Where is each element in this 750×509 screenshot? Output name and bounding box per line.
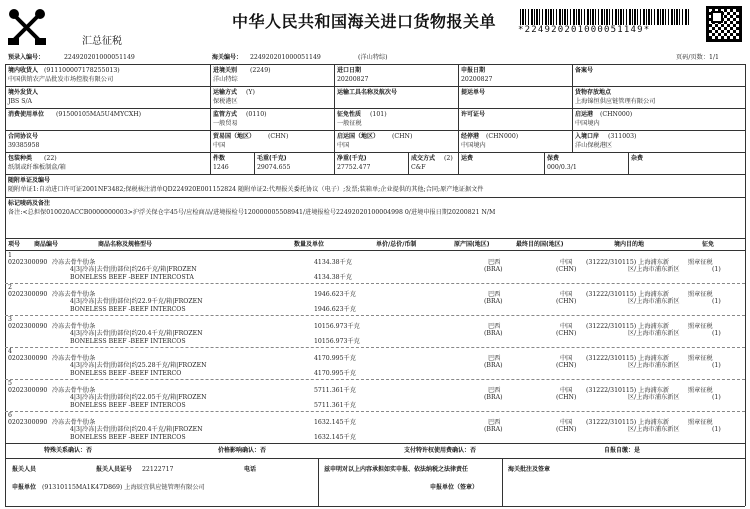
col-domestic: 境内目的地 xyxy=(614,241,645,248)
goods-dest-code: (CHN) xyxy=(556,266,577,273)
entry-port-label: 入境口岸 xyxy=(575,133,600,140)
goods-name: 冷冻去骨牛肋条 xyxy=(52,355,96,362)
col-price: 单价/总价/币制 xyxy=(376,241,417,248)
goods-levy: 照章征税 xyxy=(688,419,713,426)
license-label: 许可证号 xyxy=(461,111,486,118)
transit: 中国境内 xyxy=(461,142,486,149)
customs-number: 224920201000051149 xyxy=(250,54,321,61)
customs-note-label: 海关批注及签章 xyxy=(508,466,551,473)
shipper-label: 境外发货人 xyxy=(8,89,39,96)
bill-label: 提运单号 xyxy=(461,89,486,96)
packing-label: 包装种类 xyxy=(8,155,33,162)
barcode-text: *224920201000051149* xyxy=(518,25,651,35)
misc-label: 杂费 xyxy=(631,155,644,162)
trade-country-code: (CHN) xyxy=(268,133,289,140)
transport-code: (Y) xyxy=(246,89,255,96)
transport-label: 运输方式 xyxy=(213,89,238,96)
consignee-name: 中国供销农产品批发市场控股有限公司 xyxy=(8,76,114,83)
customs-no-label: 海关编号： xyxy=(212,54,243,61)
qr-code xyxy=(706,6,742,42)
goods-levy-code: (1) xyxy=(712,298,721,305)
goods-levy-code: (1) xyxy=(712,362,721,369)
net-label: 净重(千克) xyxy=(337,155,367,162)
goods-dest-code: (CHN) xyxy=(556,426,577,433)
consignee-code: (91110000717825501З) xyxy=(44,67,120,74)
levy: 一般征税 xyxy=(337,120,362,127)
levy-label: 征免性质 xyxy=(337,111,362,118)
declare-date: 20200827 xyxy=(461,76,493,83)
goods-origin: 巴西 xyxy=(488,355,501,362)
goods-levy-code: (1) xyxy=(712,330,721,337)
goods-dest: 中国 xyxy=(560,419,573,426)
preentry-label: 预录入编号： xyxy=(8,54,45,61)
royalty-confirm: 支付特许权使用费确认：否 xyxy=(404,447,477,454)
pieces: 1246 xyxy=(213,164,229,171)
goods-spec-en: BONELESS BEEF -BEEF INTERCOS xyxy=(70,402,186,409)
transit-code: (CHN000) xyxy=(486,133,519,140)
goods-spec: 4|3|冷冻|去骨|肋部位|约25.28千克/箱|FROZEN xyxy=(70,362,207,369)
goods-domestic-2: 区/上海市浦东新区 xyxy=(628,330,680,337)
price-influence: 价格影响确认：否 xyxy=(218,447,267,454)
goods-name: 冷冻去骨牛肋条 xyxy=(52,387,96,394)
gross: 29074.655 xyxy=(257,164,291,171)
goods-domestic: (31222/310115) 上海浦东新 xyxy=(586,419,670,426)
goods-spec: 4|3|冷冻|去骨|肋部位|约20.4千克/箱|FROZEN xyxy=(70,426,203,433)
contract-label: 合同协议号 xyxy=(8,133,39,140)
goods-name: 冷冻去骨牛肋条 xyxy=(52,291,96,298)
shipper: JBS S/A xyxy=(8,98,33,105)
vehicle-label: 运输工具名称及航次号 xyxy=(337,89,398,96)
goods-qty: 10156.973千克 xyxy=(314,323,360,330)
remarks-label: 标记唛码及备注 xyxy=(8,200,51,207)
goods-levy: 照章征税 xyxy=(688,291,713,298)
goods-qty-legal: 10156.973千克 xyxy=(314,338,360,345)
goods-domestic: (31222/310115) 上海浦东新 xyxy=(586,387,670,394)
net: 27752.477 xyxy=(337,164,371,171)
goods-item-no: 2 xyxy=(8,284,12,291)
unit: (91310115MA1K47D869) 上海辰宜供应链管理有限公司 xyxy=(42,484,205,491)
goods-code: 0202300090 xyxy=(8,323,48,330)
supervision-code: (0110) xyxy=(246,111,267,118)
goods-levy: 照章征税 xyxy=(688,355,713,362)
col-no: 项号 xyxy=(8,241,21,248)
col-levy: 征免 xyxy=(702,241,715,248)
goods-dest: 中国 xyxy=(560,387,573,394)
goods-spec: 4|3|冷冻|去骨|肋部位|约22.9千克/箱|FROZEN xyxy=(70,298,203,305)
goods-dest-code: (CHN) xyxy=(556,394,577,401)
goods-domestic-2: 区/上海市浦东新区 xyxy=(628,266,680,273)
origin-place-code: (CHN000) xyxy=(600,111,633,118)
goods-origin-code: (BRA) xyxy=(484,266,503,273)
goods-domestic-2: 区/上海市浦东新区 xyxy=(628,362,680,369)
declare-date-label: 申报日期 xyxy=(461,67,486,74)
goods-dest: 中国 xyxy=(560,259,573,266)
storage: 上海锦恒供应链管理有限公司 xyxy=(575,98,656,105)
goods-qty-legal: 4170.995千克 xyxy=(314,370,356,377)
goods-levy-code: (1) xyxy=(712,426,721,433)
goods-origin-code: (BRA) xyxy=(484,298,503,305)
deal: C&F xyxy=(411,164,426,171)
goods-code: 0202300090 xyxy=(8,291,48,298)
levy-code: (101) xyxy=(370,111,387,118)
subtitle: 汇总征税 xyxy=(82,36,122,47)
storage-label: 货物存放地点 xyxy=(575,89,612,96)
goods-dest: 中国 xyxy=(560,323,573,330)
entry-customs-name: 洋山特综 xyxy=(213,76,238,83)
goods-qty: 4134.38千克 xyxy=(314,259,352,266)
entry-customs-label: 进境关别 xyxy=(213,67,238,74)
packing: 纸制或纤维板制盒/箱 xyxy=(8,164,66,171)
statement: 兹申明对以上内容承担如实申报、依法纳税之法律责任 xyxy=(324,466,469,473)
goods-qty-legal: 1632.145千克 xyxy=(314,434,356,441)
docs-text: 随附单证1:自动进口许可证2001NF3482;保税核注清单QD224920E001152824 随附单证2:代理报关委托协议（电子）;发票;装箱单;企业提供的其他;合同;原产地证据文件 xyxy=(8,186,484,193)
goods-spec-en: BONELESS BEEF -BEEF INTERCO xyxy=(70,370,182,377)
goods-name: 冷冻去骨牛肋条 xyxy=(52,323,96,330)
deal-code: (2) xyxy=(444,155,453,162)
depart-country-code: (CHN) xyxy=(392,133,413,140)
import-date: 20200827 xyxy=(337,76,369,83)
goods-origin: 巴西 xyxy=(488,291,501,298)
remarks-text: 备注:<总担保010020ACCB0000000003>沪浮关保仓字45号/应检商品/进境报检号120000005508941/进境报检号22492020100004998 0/进境申报日期20200821 N/M xyxy=(8,209,496,216)
goods-origin: 巴西 xyxy=(488,387,501,394)
user-code: (91500105MA5U4MYCXH) xyxy=(56,111,142,118)
self-pay: 自报自缴：是 xyxy=(604,447,641,454)
goods-spec-en: BONELESS BEEF -BEEF INTERCOSTA xyxy=(70,274,194,281)
pieces-label: 件数 xyxy=(213,155,226,162)
goods-spec-en: BONELESS BEEF -BEEF INTERCOS xyxy=(70,338,186,345)
goods-qty: 1946.623千克 xyxy=(314,291,356,298)
col-origin: 原产国(地区) xyxy=(454,241,490,248)
col-dest: 最终目的国(地区) xyxy=(516,241,564,248)
transport: 保税港区 xyxy=(213,98,238,105)
goods-dest: 中国 xyxy=(560,355,573,362)
preentry-number: 224920201000051149 xyxy=(64,54,135,61)
unit-label: 申报单位 xyxy=(12,484,37,491)
goods-levy: 照章征税 xyxy=(688,259,713,266)
origin-place-label: 启运港 xyxy=(575,111,594,118)
goods-qty: 1632.145千克 xyxy=(314,419,356,426)
goods-origin: 巴西 xyxy=(488,259,501,266)
goods-spec: 4|3|冷冻|去骨|肋部位|约26千克/箱|FROZEN xyxy=(70,266,197,273)
origin-place: 中国境内 xyxy=(575,120,600,127)
col-name: 商品名称及规格型号 xyxy=(98,241,153,248)
supervision-label: 监管方式 xyxy=(213,111,238,118)
goods-levy-code: (1) xyxy=(712,266,721,273)
goods-spec-en: BONELESS BEEF -BEEF INTERCOS xyxy=(70,306,186,313)
goods-levy: 照章征税 xyxy=(688,323,713,330)
goods-dest: 中国 xyxy=(560,291,573,298)
goods-code: 0202300090 xyxy=(8,419,48,426)
goods-item-no: 4 xyxy=(8,348,12,355)
barcode xyxy=(520,9,690,25)
goods-domestic-2: 区/上海市浦东新区 xyxy=(628,298,680,305)
entry-port: 洋山保税港区 xyxy=(575,142,613,149)
goods-origin-code: (BRA) xyxy=(484,394,503,401)
trade-country: 中国 xyxy=(213,142,226,149)
deal-label: 成交方式 xyxy=(411,155,436,162)
entry-customs-code: (2249) xyxy=(250,67,271,74)
goods-levy-code: (1) xyxy=(712,394,721,401)
gross-label: 毛重(千克) xyxy=(257,155,287,162)
goods-code: 0202300090 xyxy=(8,259,48,266)
depart-country-label: 启运国（地区） xyxy=(337,133,380,140)
goods-origin: 巴西 xyxy=(488,323,501,330)
goods-name: 冷冻去骨牛肋条 xyxy=(52,419,96,426)
goods-domestic-2: 区/上海市浦东新区 xyxy=(628,426,680,433)
goods-dest-code: (CHN) xyxy=(556,298,577,305)
user-label: 消费使用单位 xyxy=(8,111,45,118)
goods-domestic: (31222/310115) 上海浦东新 xyxy=(586,291,670,298)
goods-qty-legal: 4134.38千克 xyxy=(314,274,352,281)
packing-code: (22) xyxy=(44,155,57,162)
special-relation: 特殊关系确认：否 xyxy=(44,447,93,454)
consignee-label: 境内收货人 xyxy=(8,67,39,74)
goods-levy: 照章征税 xyxy=(688,387,713,394)
goods-dest-code: (CHN) xyxy=(556,330,577,337)
goods-origin: 巴西 xyxy=(488,419,501,426)
goods-code: 0202300090 xyxy=(8,355,48,362)
seal-label: 申报单位（签章） xyxy=(430,484,479,491)
declarant-label: 报关人员 xyxy=(12,466,37,473)
insurance-label: 保费 xyxy=(547,155,560,162)
goods-qty: 4170.995千克 xyxy=(314,355,356,362)
goods-qty: 5711.361千克 xyxy=(314,387,356,394)
goods-item-no: 1 xyxy=(8,252,12,259)
goods-item-no: 3 xyxy=(8,316,12,323)
goods-item-no: 6 xyxy=(8,412,12,419)
col-code: 商品编号 xyxy=(34,241,59,248)
goods-origin-code: (BRA) xyxy=(484,362,503,369)
goods-name: 冷冻去骨牛肋条 xyxy=(52,259,96,266)
declarant-cert-label: 报关人员证号 xyxy=(96,466,133,473)
phone-label: 电话 xyxy=(244,466,257,473)
goods-domestic-2: 区/上海市浦东新区 xyxy=(628,394,680,401)
contract: 39385958 xyxy=(8,142,40,149)
goods-origin-code: (BRA) xyxy=(484,426,503,433)
docs-label: 随附单证及编号 xyxy=(8,177,51,184)
record-no-label: 备案号 xyxy=(575,67,594,74)
goods-domestic: (31222/310115) 上海浦东新 xyxy=(586,355,670,362)
tools-logo xyxy=(6,6,48,48)
col-qty: 数量及单位 xyxy=(294,241,325,248)
customs-port: (洋山特综) xyxy=(358,54,388,61)
goods-code: 0202300090 xyxy=(8,387,48,394)
entry-port-code: (311003) xyxy=(608,133,637,140)
goods-dest-code: (CHN) xyxy=(556,362,577,369)
freight-label: 运费 xyxy=(461,155,474,162)
goods-origin-code: (BRA) xyxy=(484,330,503,337)
goods-domestic: (31222/310115) 上海浦东新 xyxy=(586,259,670,266)
import-date-label: 进口日期 xyxy=(337,67,362,74)
insurance: 000/0.3/1 xyxy=(547,164,577,171)
goods-qty-legal: 1946.623千克 xyxy=(314,306,356,313)
depart-country: 中国 xyxy=(337,142,350,149)
transit-label: 经停港 xyxy=(461,133,480,140)
page-info: 页码/页数：1/1 xyxy=(676,54,719,61)
page-title: 中华人民共和国海关进口货物报关单 xyxy=(232,12,497,31)
declarant-cert: 22122717 xyxy=(142,466,174,473)
trade-country-label: 贸易国（地区） xyxy=(213,133,256,140)
goods-item-no: 5 xyxy=(8,380,12,387)
supervision: 一般贸易 xyxy=(213,120,238,127)
goods-spec-en: BONELESS BEEF -BEEF INTERCOS xyxy=(70,434,186,441)
goods-spec: 4|3|冷冻|去骨|肋部位|约20.4千克/箱|FROZEN xyxy=(70,330,203,337)
goods-domestic: (31222/310115) 上海浦东新 xyxy=(586,323,670,330)
goods-qty-legal: 5711.361千克 xyxy=(314,402,356,409)
goods-spec: 4|3|冷冻|去骨|肋部位|约22.05千克/箱|FROZEN xyxy=(70,394,207,401)
